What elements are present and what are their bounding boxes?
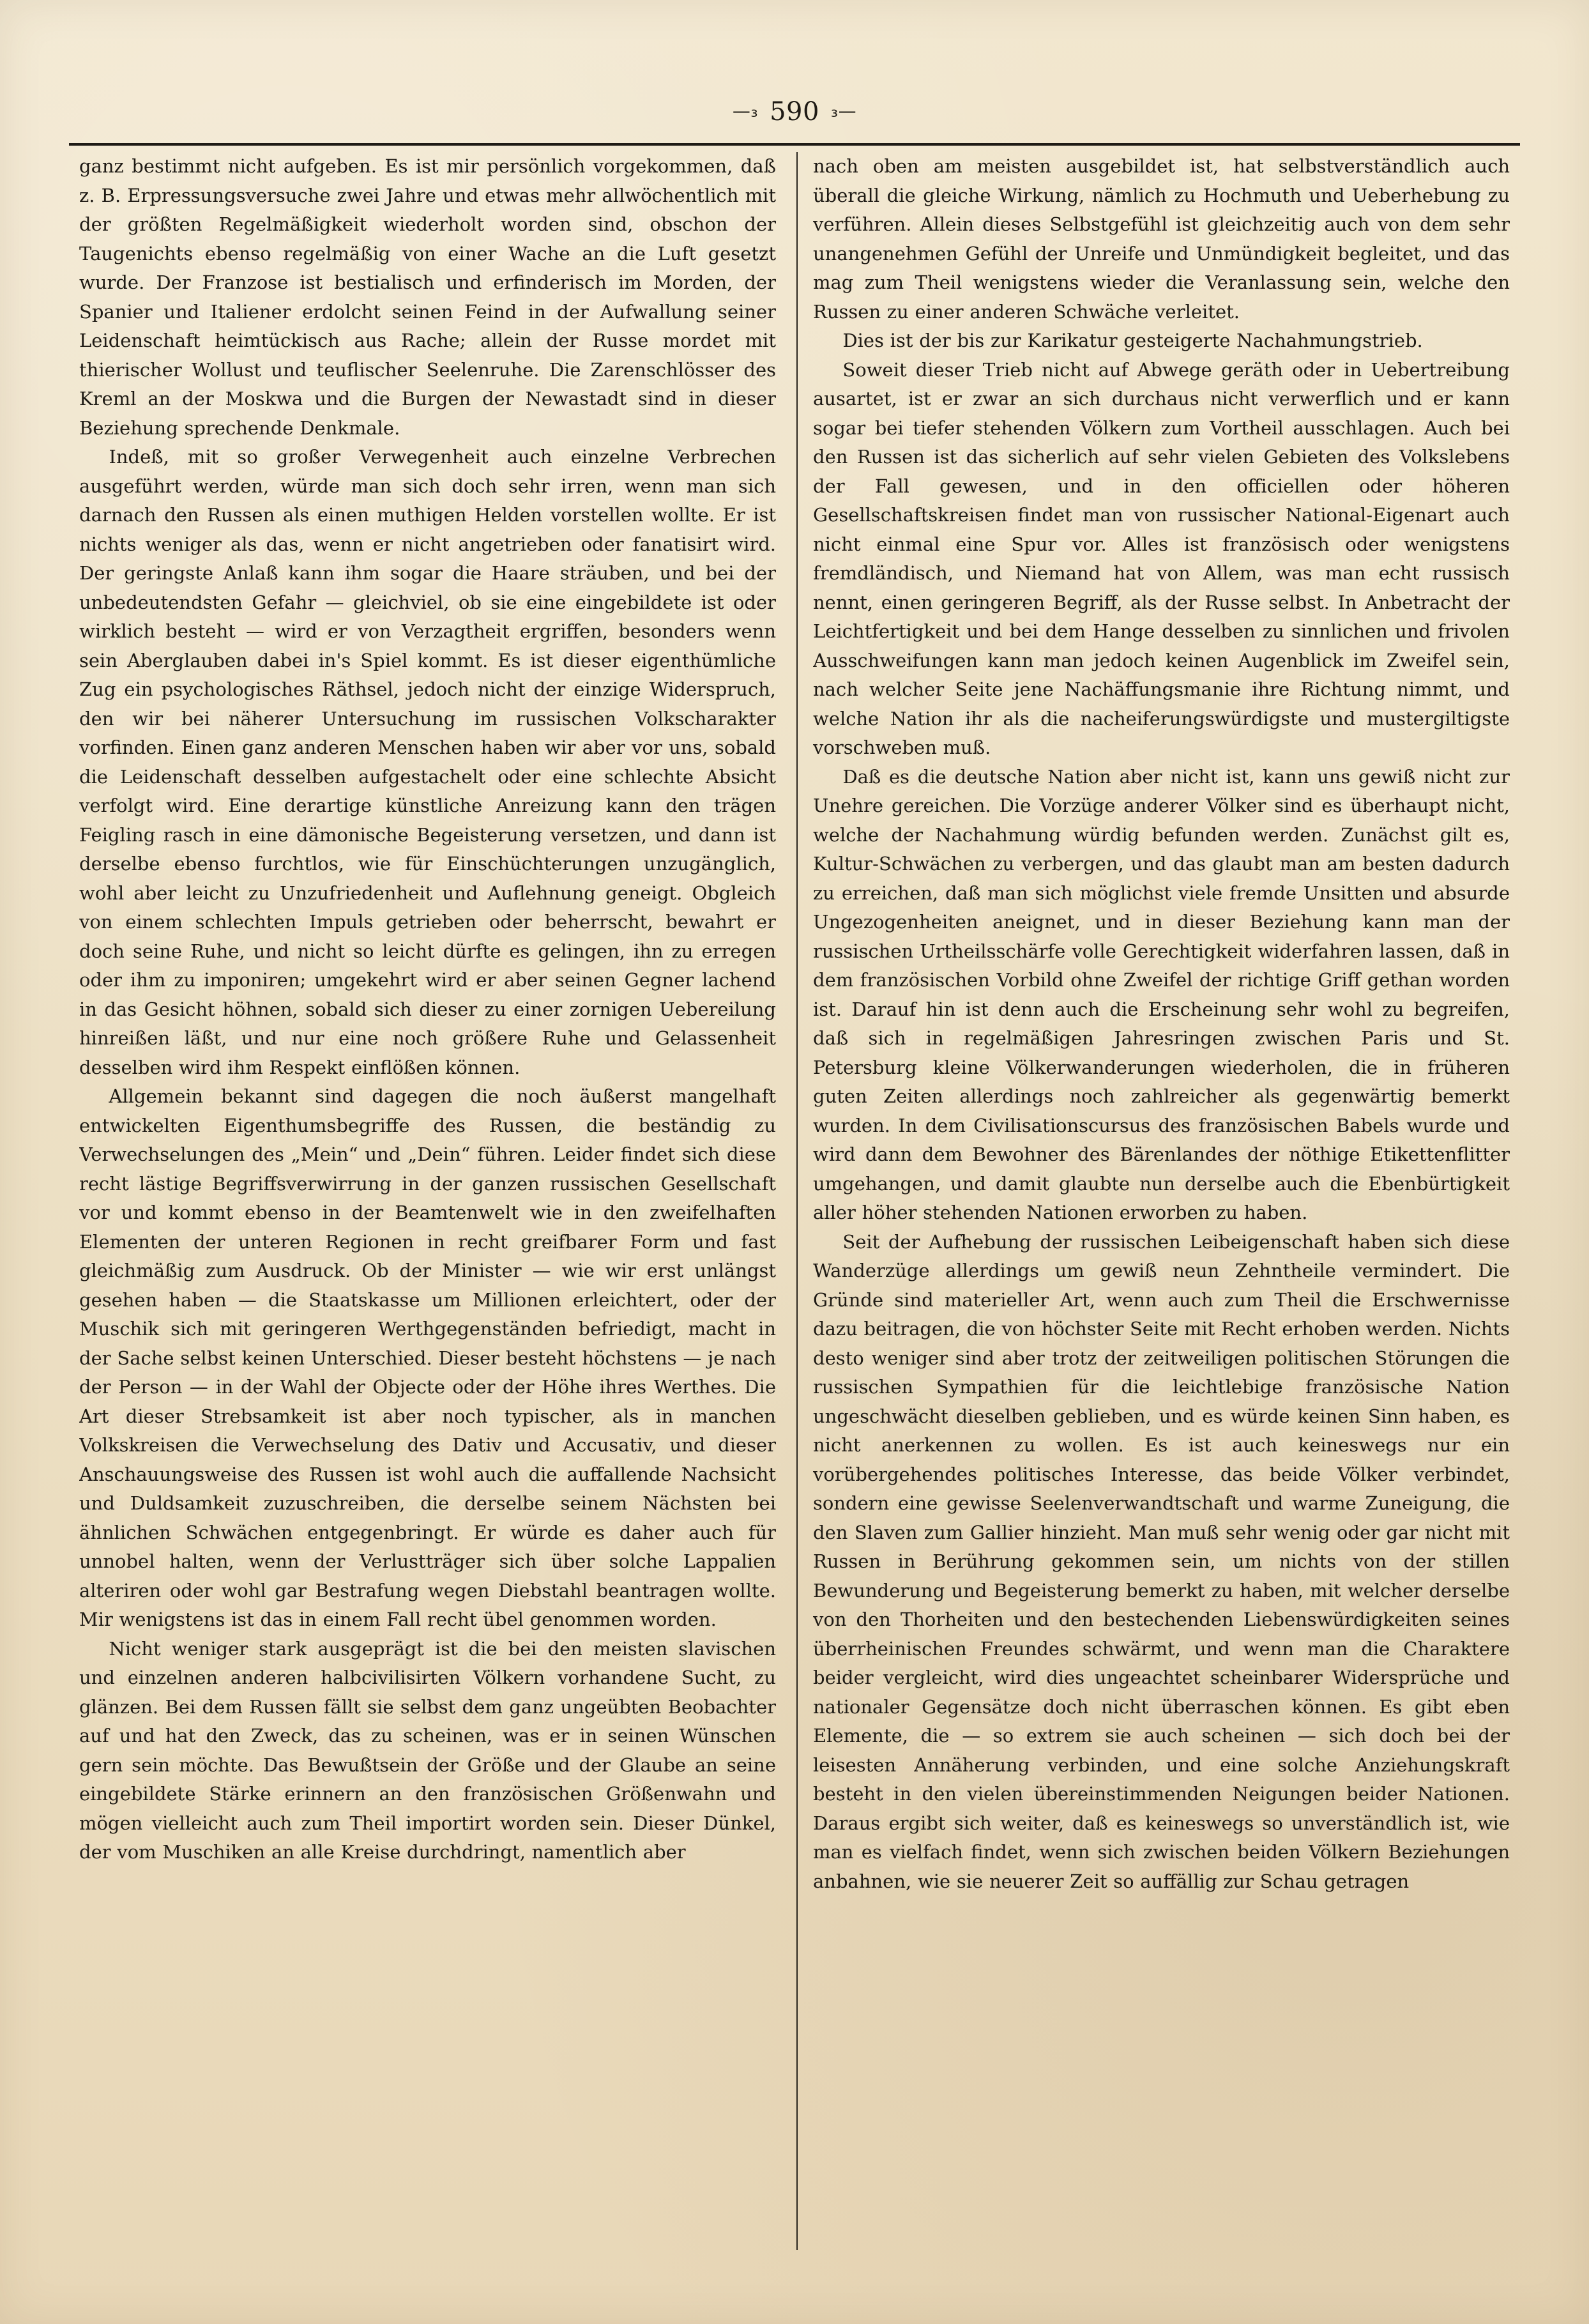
right-paragraph-2: Dies ist der bis zur Karikatur gesteigerte Nachahmungstrieb.	[842, 330, 1423, 351]
left-column	[79, 152, 776, 2250]
left-ornament: —₃	[732, 100, 759, 121]
right-paragraph-5: Seit der Aufhebung der russischen Leibeigenschaft haben sich diese Wanderzüge allerdings um gewiß neun Zehntheile vermindert. Die Gründe sind materieller Art, wenn auch zum Theil die Erschwernisse dazu beitragen, die von höchster Seite mit Recht erhoben werden. Nichts desto weniger sind aber trotz der zeitweiligen politischen Störungen die russischen Sympathien für die leichtlebige französische Nation ungeschwächt dieselben geblieben, und es würde keinen Sinn haben, es nicht anerkennen zu wollen. Es ist auch keineswegs nur ein vorübergehendes politisches Interesse, das beide Völker verbindet, sondern eine gewisse Seelenverwandtschaft und warme Zuneigung, die den Slaven zum Gallier hinzieht. Man muß sehr wenig oder gar nicht mit Russen in Berührung gekommen sein, um nichts von der stillen Bewunderung und Begeisterung bemerkt zu haben, mit welcher derselbe von den Thorheiten und den bestechenden Liebenswürdigkeiten seines überrheinischen Freundes schwärmt, und wenn man die Charaktere beider vergleicht, wird dies ungeachtet scheinbarer Widersprüche und nationaler Gegensätze doch nicht überraschen können. Es gibt eben Elemente, die — so extrem sie auch scheinen — sich doch bei der leisesten Annäherung verbinden, und eine solche Anziehungskraft besteht in den vielen übereinstimmenden Neigungen beider Nationen. Daraus ergibt sich weiter, daß es keineswegs so unverständlich ist, wie man es vielfach findet, wenn sich zwischen beiden Völkern Beziehungen anbahnen, wie sie neuerer Zeit so auffällig zur Schau getragen	[813, 1230, 1510, 1892]
right-paragraph-4: Daß es die deutsche Nation aber nicht ist, kann uns gewiß nicht zur Unehre gereichen. Die Vorzüge anderer Völker sind es überhaupt nicht, welche der Nachahmung würdig befunden werden. Zunächst gilt es, Kultur-Schwächen zu verbergen, und das glaubt man am besten dadurch zu erreichen, daß man sich möglichst viele fremde Unsitten und absurde Ungezogenheiten aneignet, und in dieser Beziehung kann man der russischen Urtheilsschärfe volle Gerechtigkeit widerfahren lassen, daß in dem französischen Vorbild ohne Zweifel der richtige Griff gethan worden ist. Darauf hin ist denn auch die Erscheinung sehr wohl zu begreifen, daß sich in regelmäßigen Jahresringen zwischen Paris und St. Petersburg kleine Völkerwanderungen wiederholen, die in früheren guten Zeiten allerdings noch zahlreicher als gegenwärtig bemerkt wurden. In dem Civilisationscursus des französischen Babels wurde und wird dann dem Bewohner des Bärenlandes der nöthige Etikettenflitter umgehangen, und damit glaubte nun derselbe auch die Ebenbürtigkeit aller höher stehenden Nationen erworben zu haben.	[813, 765, 1510, 1223]
page-number: 590	[770, 97, 819, 126]
left-paragraph-2: Indeß, mit so großer Verwegenheit auch einzelne Verbrechen ausgeführt werden, würde man sich doch sehr irren, wenn man sich darnach den Russen als einen muthigen Helden vorstellen wollte. Er ist nichts weniger als das, wenn er nicht angetrieben oder fanatisirt wird. Der geringste Anlaß kann ihm sogar die Haare sträuben, und bei der unbedeutendsten Gefahr — gleichviel, ob sie eine eingebildete ist oder wirklich besteht — wird er von Verzagtheit ergriffen, besonders wenn sein Aberglauben dabei in's Spiel kommt. Es ist dieser eigenthümliche Zug ein psychologisches Räthsel, jedoch nicht der einzige Widerspruch, den wir bei näherer Untersuchung im russischen Volkscharakter vorfinden. Einen ganz anderen Menschen haben wir aber vor uns, sobald die Leidenschaft desselben aufgestachelt oder eine schlechte Absicht verfolgt wird. Eine derartige künstliche Anreizung kann den trägen Feigling rasch in eine dämonische Begeisterung versetzen, und dann ist derselbe ebenso furchtlos, wie für Einschüchterungen unzugänglich, wohl aber leicht zu Unzufriedenheit und Auflehnung geneigt. Obgleich von einem schlechten Impuls getrieben oder beherrscht, bewahrt er doch seine Ruhe, und nicht so leicht dürfte es gelingen, ihn zu erregen oder ihm zu imponiren; umgekehrt wird er aber seinen Gegner lachend in das Gesicht höhnen, sobald sich dieser zu einer zornigen Uebereilung hinreißen läßt, und nur eine noch größere Ruhe und Gelassenheit desselben wird ihm Respekt einflößen können.	[79, 446, 776, 1078]
page-header	[0, 93, 1589, 131]
header-rule	[69, 143, 1520, 146]
left-paragraph-1: ganz bestimmt nicht aufgeben. Es ist mir persönlich vorgekommen, daß z. B. Erpressungsversuche zwei Jahre und etwas mehr allwöchentlich mit der größten Regelmäßigkeit wiederholt worden sind, obschon der Taugenichts ebenso regelmäßig von einer Wache an die Luft gesetzt wurde. Der Franzose ist bestialisch und erfinderisch im Morden, der Spanier und Italiener erdolcht seinen Feind in der Aufwallung seiner Leidenschaft heimtückisch aus Rache; allein der Russe mordet mit thierischer Wollust und teuflischer Seelenruhe. Die Zarenschlösser des Kreml an der Moskwa und die Burgen der Newastadt sind in dieser Beziehung sprechende Denkmale.	[79, 155, 776, 439]
left-paragraph-4: Nicht weniger stark ausgeprägt ist die bei den meisten slavischen und einzelnen anderen halbcivilisirten Völkern vorhandene Sucht, zu glänzen. Bei dem Russen fällt sie selbst dem ganz ungeübten Beobachter auf und hat den Zweck, das zu scheinen, was er in seinen Wünschen gern sein möchte. Das Bewußtsein der Größe und der Glaube an seine eingebildete Stärke erinnern an den französischen Größenwahn und mögen vielleicht auch zum Theil importirt worden sein. Dieser Dünkel, der vom Muschiken an alle Kreise durchdringt, namentlich aber	[79, 1637, 776, 1863]
left-paragraph-3: Allgemein bekannt sind dagegen die noch äußerst mangelhaft entwickelten Eigenthumsbegriffe des Russen, die beständig zu Verwechselungen des „Mein“ und „Dein“ führen. Leider findet sich diese recht lästige Begriffsverwirrung in der ganzen russischen Gesellschaft vor und kommt ebenso in der Beamtenwelt wie in den zweifelhaften Elementen der unteren Regionen in recht greifbarer Form und fast gleichmäßig zum Ausdruck. Ob der Minister — wie wir erst unlängst gesehen haben — die Staatskasse um Millionen erleichtert, oder der Muschik sich mit geringeren Werthgegenständen befriedigt, macht in der Sache selbst keinen Unterschied. Dieser besteht höchstens — je nach der Person — in der Wahl der Objecte oder der Höhe ihres Werthes. Die Art dieser Strebsamkeit ist aber noch typischer, als in manchen Volkskreisen die Verwechselung des Dativ und Accusativ, und dieser Anschauungsweise des Russen ist wohl auch die auffallende Nachsicht und Duldsamkeit zuzuschreiben, die derselbe seinem Nächsten bei ähnlichen Schwächen entgegenbringt. Er würde es daher auch für unnobel halten, wenn der Verlustträger sich über solche Lappalien alteriren oder wohl gar Bestrafung wegen Diebstahl beantragen wollte. Mir wenigstens ist das in einem Fall recht übel genommen worden.	[79, 1085, 776, 1630]
right-ornament: ₃—	[830, 100, 857, 121]
right-column	[813, 152, 1510, 2250]
text-columns	[79, 152, 1510, 2250]
right-paragraph-1: nach oben am meisten ausgebildet ist, hat selbstverständlich auch überall die gleiche Wirkung, nämlich zu Hochmuth und Ueberhebung zu verführen. Allein dieses Selbstgefühl ist gleichzeitig auch von dem sehr unangenehmen Gefühl der Unreife und Unmündigkeit begleitet, und das mag zum Theil wenigstens wieder die Veranlassung sein, welche den Russen zu einer anderen Schwäche verleitet.	[813, 155, 1510, 323]
right-paragraph-3: Soweit dieser Trieb nicht auf Abwege geräth oder in Uebertreibung ausartet, ist er zwar an sich durchaus nicht verwerflich und er kann sogar bei tiefer stehenden Völkern zum Vortheil ausschlagen. Auch bei den Russen ist das sicherlich auf sehr vielen Gebieten des Volkslebens der Fall gewesen, und in den officiellen oder höheren Gesellschaftskreisen findet man von russischer National-Eigenart auch nicht einmal eine Spur vor. Alles ist französisch oder wenigstens fremdländisch, und Niemand hat von Allem, was man echt russisch nennt, einen geringeren Begriff, als der Russe selbst. In Anbetracht der Leichtfertigkeit und bei dem Hange desselben zu sinnlichen und frivolen Ausschweifungen kann man jedoch keinen Augenblick im Zweifel sein, nach welcher Seite jene Nachäffungsmanie ihre Richtung nimmt, und welche Nation ihr als die nacheiferungswürdigste und mustergiltigste vorschweben muß.	[813, 358, 1510, 758]
